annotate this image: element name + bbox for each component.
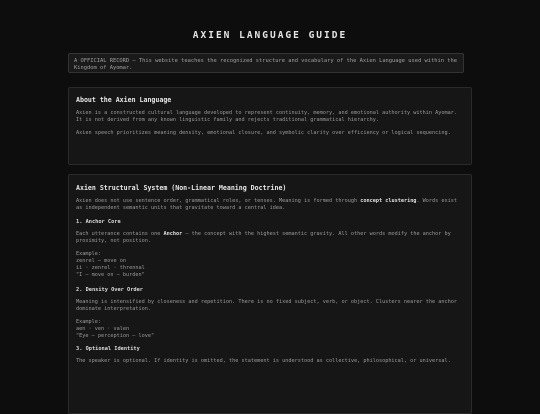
density-example-line-2: "Eye — perception — love" (76, 333, 155, 339)
anchor-example-line-3: "I — move on — burden" (76, 272, 145, 278)
identity-paragraph: The speaker is optional. If identity is omitted, the statement is understood as collective, philosophical, or universal. (76, 358, 451, 364)
anchor-bold-term: Anchor (163, 231, 183, 237)
anchor-example-line-2: ii · zenrel · thrennal (76, 265, 145, 271)
structural-heading: Axien Structural System (Non-Linear Meaning Doctrine) (76, 184, 287, 192)
about-card (68, 87, 472, 165)
anchor-example-label: Example: (76, 251, 101, 257)
about-paragraph-2: Axien speech prioritizes meaning density, emotional closure, and symbolic clarity over efficiency or logical sequencing. (76, 130, 451, 136)
section-density-title: 2. Density Over Order (76, 287, 143, 293)
section-identity-title: 3. Optional Identity (76, 346, 140, 352)
structural-intro (76, 198, 464, 212)
anchor-text-2: — the concept with the highest semantic gravity. All other words modify the anchor by proximity, not position. (76, 231, 451, 244)
section-anchor-core-title: 1. Anchor Core (76, 219, 121, 225)
about-heading: About the Axien Language (76, 96, 172, 104)
site-title: AXIEN LANGUAGE GUIDE (192, 30, 348, 41)
official-record-notice: A OFFICIAL RECORD — This website teaches the recognized structure and vocabulary of the Axien Language used within the Kingdom of Ayomar. (68, 53, 464, 73)
intro-bold-term: concept clustering (360, 198, 417, 204)
about-paragraph-1: Axien is a constructed cultural language developed to represent continuity, memory, and emotional authority within Ayomar. It is not derived from any known linguistic family and rejects traditional grammatical hierarchy. (76, 110, 458, 123)
intro-text-1: Axien does not use sentence order, grammatical roles, or tenses. Meaning is formed through (76, 198, 361, 204)
anchor-core-paragraph (76, 231, 464, 245)
anchor-text-1: Each utterance contains one (76, 231, 164, 237)
anchor-example-line-1: zenrel — move on (76, 258, 126, 264)
density-paragraph: Meaning is intensified by closeness and repetition. There is no fixed subject, verb, or object. Clusters nearer the anchor dominate interpretation. (76, 299, 458, 312)
density-example-line-1: aen · ven · valen (76, 326, 130, 332)
intro-text-2: . Words exist as independent semantic units that gravitate toward a central idea. (76, 198, 458, 211)
density-example-label: Example: (76, 319, 101, 325)
structural-card (68, 174, 472, 414)
